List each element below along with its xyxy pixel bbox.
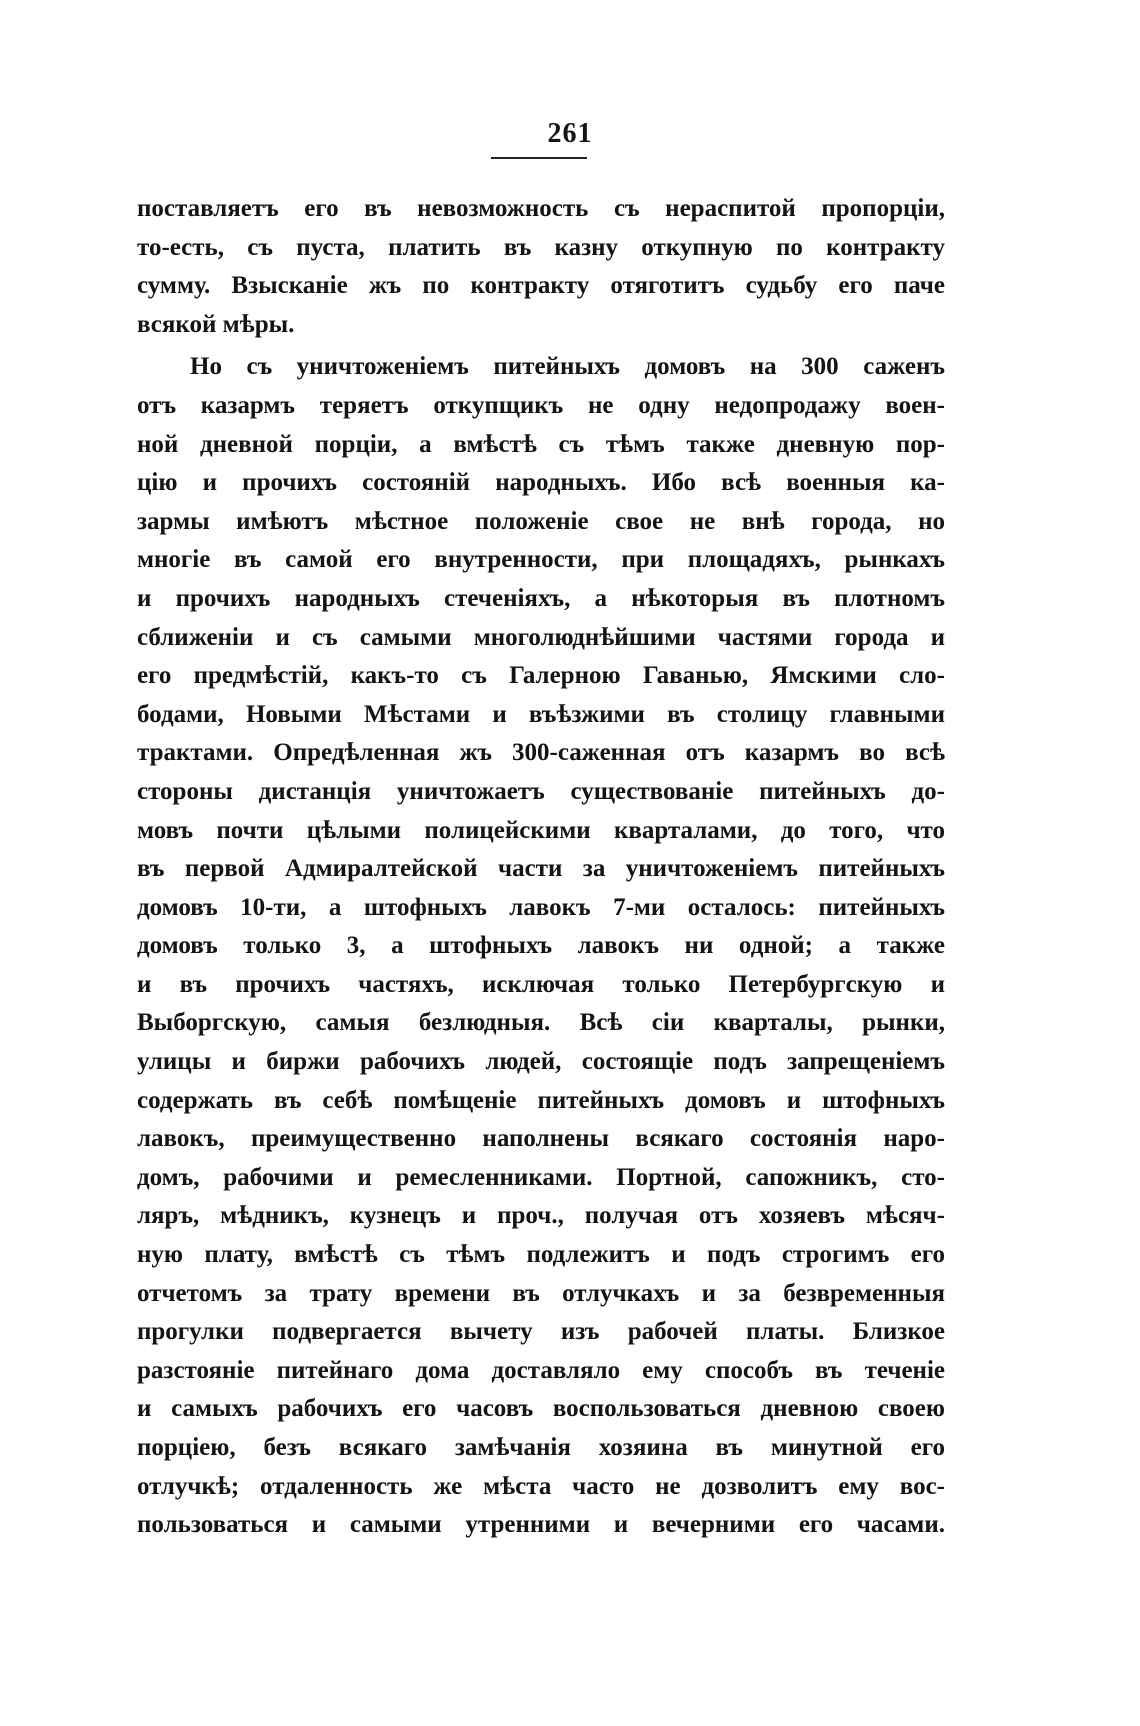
text-line: многіе въ самой его внутренности, при площадяхъ, рынкахъ xyxy=(137,546,945,574)
text-line: отлучкѣ; отдаленность же мѣста часто не дозволитъ ему вос- xyxy=(137,1472,945,1500)
page-number-rule xyxy=(491,157,587,159)
text-line: домъ, рабочими и ремесленниками. Портной, сапожникъ, сто- xyxy=(137,1163,945,1191)
text-line: отъ казармъ теряетъ откупщикъ не одну недопродажу воен- xyxy=(137,391,945,419)
text-line: ной дневной порціи, а вмѣстѣ съ тѣмъ также дневную пор- xyxy=(137,430,945,458)
text-line: порціею, безъ всякаго замѣчанія хозяина въ минутной его xyxy=(137,1434,945,1461)
text-line: трактами. Опредѣленная жъ 300-саженная отъ казармъ во всѣ xyxy=(137,739,945,767)
text-line: въ первой Адмиралтейской части за уничтоженіемъ питейныхъ xyxy=(137,855,945,883)
text-line: Выборгскую, самыя безлюдныя. Всѣ сіи кварталы, рынки, xyxy=(137,1009,945,1037)
text-line: содержать въ себѣ помѣщеніе питейныхъ домовъ и штофныхъ xyxy=(137,1086,945,1114)
text-line: цію и прочихъ состояній народныхъ. Ибо всѣ военныя ка- xyxy=(137,469,945,497)
text-line: и въ прочихъ частяхъ, исключая только Петербургскую и xyxy=(137,970,945,998)
page-number: 261 xyxy=(547,118,593,149)
text-line: стороны дистанція уничтожаетъ существованіе питейныхъ до- xyxy=(137,777,945,805)
paragraph-2 xyxy=(137,348,945,1544)
page-text xyxy=(137,190,945,1545)
text-line: домовъ 10-ти, а штофныхъ лавокъ 7-ми осталось: питейныхъ xyxy=(137,893,945,921)
text-line: Но съ уничтоженіемъ питейныхъ домовъ на 300 саженъ xyxy=(190,353,945,381)
text-line: ляръ, мѣдникъ, кузнецъ и проч., получая отъ хозяевъ мѣсяч- xyxy=(137,1202,945,1230)
text-line: то-есть, съ пуста, платить въ казну откупную по контракту xyxy=(137,233,945,261)
text-line: зармы имѣютъ мѣстное положеніе свое не внѣ города, но xyxy=(137,507,945,535)
text-line: прогулки подвергается вычету изъ рабочей платы. Близкое xyxy=(137,1318,945,1346)
text-line: домовъ только 3, а штофныхъ лавокъ ни одной; а также xyxy=(137,932,945,960)
text-line: мовъ почти цѣлыми полицейскими кварталами, до того, что xyxy=(137,816,945,844)
text-line: лавокъ, преимущественно наполнены всякаго состоянія наро- xyxy=(137,1125,945,1153)
text-line: разстояніе питейнаго дома доставляло ему способъ въ теченіе xyxy=(137,1356,945,1384)
text-line: всякой мѣры. xyxy=(137,310,295,338)
text-line: пользоваться и самыми утренними и вечерними его часами. xyxy=(137,1511,945,1539)
text-line: отчетомъ за трату времени въ отлучкахъ и за безвременныя xyxy=(137,1279,945,1307)
text-line: улицы и биржи рабочихъ людей, состоящіе подъ запрещеніемъ xyxy=(137,1048,945,1076)
text-line: бодами, Новыми Мѣстами и въѣзжими въ столицу главными xyxy=(137,700,945,728)
text-line: сближеніи и съ самыми многолюднѣйшими частями города и xyxy=(137,623,945,651)
text-line: и прочихъ народныхъ стеченіяхъ, а нѣкоторыя въ плотномъ xyxy=(137,584,945,612)
text-line: его предмѣстій, какъ-то съ Галерною Гаванью, Ямскими сло- xyxy=(137,662,945,690)
text-line: сумму. Взысканіе жъ по контракту отяготитъ судьбу его паче xyxy=(137,272,945,300)
text-line: ную плату, вмѣстѣ съ тѣмъ подлежитъ и подъ строгимъ его xyxy=(137,1241,945,1269)
text-line: поставляетъ его въ невозможность съ нераспитой пропорціи, xyxy=(137,195,945,222)
text-line: и самыхъ рабочихъ его часовъ воспользоваться дневною своею xyxy=(137,1395,945,1423)
paragraph-1 xyxy=(137,190,945,344)
